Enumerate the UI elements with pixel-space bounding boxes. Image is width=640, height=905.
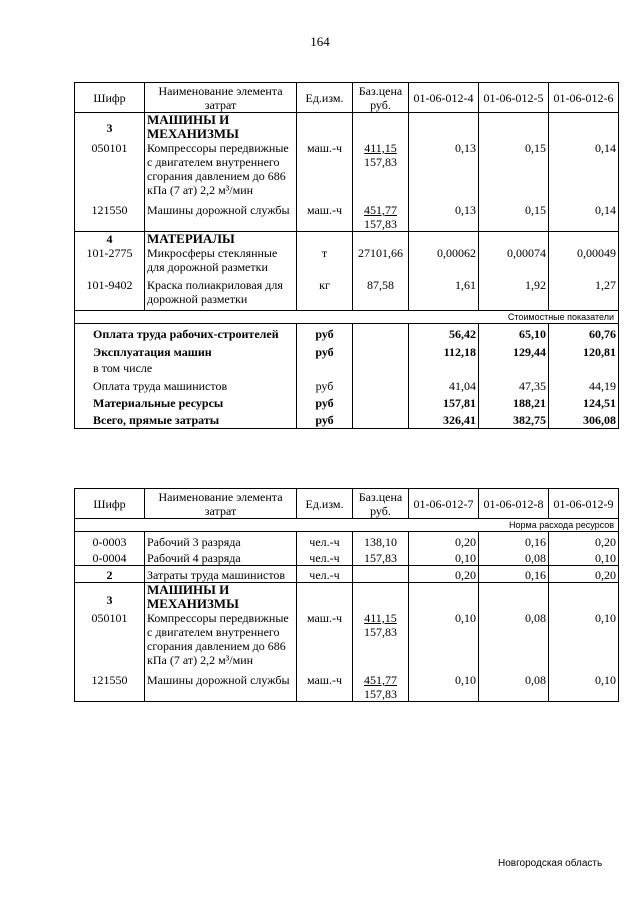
row-price: 157,83: [353, 549, 409, 566]
row-price: [353, 667, 409, 702]
section-number: 4: [75, 232, 145, 247]
price-bottom: 157,83: [364, 155, 397, 169]
price-top: 451,77: [364, 673, 397, 687]
row-code: 101-9402: [75, 274, 145, 311]
header-name: Наименование элемента затрат: [145, 489, 297, 519]
row-unit: чел.-ч: [297, 532, 353, 550]
summary-value-1: 157,81: [409, 393, 479, 410]
row-name: Компрессоры передвижные с двигателем внутреннего сгорания давлением до 686 кПа (7 ат) 2,2 м³/мин: [145, 611, 297, 667]
row-value-1: 0,20: [409, 566, 479, 583]
row-value-2: 0,08: [479, 549, 549, 566]
summary-value-1: 112,18: [409, 341, 479, 359]
row-name: Рабочий 3 разряда: [145, 532, 297, 550]
row-value-3: 0,14: [549, 197, 619, 232]
summary-value-1: 326,41: [409, 410, 479, 429]
row-unit: т: [297, 246, 353, 274]
row-value-2: 0,08: [479, 611, 549, 667]
row-value-1: 0,10: [409, 549, 479, 566]
summary-value-1: 56,42: [409, 324, 479, 342]
cost-caption: Стоимостные показатели: [75, 311, 619, 324]
row-value-2: 0,15: [479, 197, 549, 232]
row-code: 050101: [75, 141, 145, 197]
section-row: [75, 232, 619, 247]
footer-region: Новгородская область: [498, 858, 603, 869]
row-unit: кг: [297, 274, 353, 311]
header-unit: Ед.изм.: [297, 83, 353, 113]
header-code: Шифр: [75, 83, 145, 113]
row-value-3: 0,20: [549, 566, 619, 583]
row-unit: маш.-ч: [297, 611, 353, 667]
table-row: [75, 532, 619, 550]
summary-value-2: 47,35: [479, 375, 549, 393]
row-price: 138,10: [353, 532, 409, 550]
row-value-3: 0,00049: [549, 246, 619, 274]
section-title: МАШИНЫ И МЕХАНИЗМЫ: [145, 113, 297, 142]
summary-label: Всего, прямые затраты: [75, 410, 297, 429]
table-header: [75, 489, 619, 519]
row-value-1: 0,13: [409, 197, 479, 232]
row-unit: маш.-ч: [297, 141, 353, 197]
summary-value-3: 44,19: [549, 375, 619, 393]
price-top: 451,77: [364, 203, 397, 217]
row-name: Микросферы стеклянные для дорожной разметки: [145, 246, 297, 274]
summary-row: [75, 410, 619, 429]
summary-label: Оплата труда рабочих-строителей: [75, 324, 297, 342]
header-price: Баз.цена руб.: [353, 83, 409, 113]
table-row: [75, 667, 619, 702]
row-code: 0-0003: [75, 532, 145, 550]
summary-row: [75, 393, 619, 410]
summary-label: Эксплуатация машин: [75, 341, 297, 359]
section-row: [75, 566, 619, 583]
section-title: Затраты труда машинистов: [145, 566, 297, 583]
price-bottom: 157,83: [364, 625, 397, 639]
row-price: 27101,66: [353, 246, 409, 274]
header-col-3: 01-06-012-9: [549, 489, 619, 519]
row-unit: маш.-ч: [297, 667, 353, 702]
caption-row: [75, 311, 619, 324]
row-value-3: 0,10: [549, 549, 619, 566]
summary-value-3: 124,51: [549, 393, 619, 410]
row-name: Компрессоры передвижные с двигателем внутреннего сгорания давлением до 686 кПа (7 ат) 2,2 м³/мин: [145, 141, 297, 197]
summary-value-1: 41,04: [409, 375, 479, 393]
summary-unit: руб: [297, 375, 353, 393]
section-title: МАТЕРИАЛЫ: [145, 232, 297, 247]
row-code: 050101: [75, 611, 145, 667]
table-row: [75, 274, 619, 311]
summary-unit: руб: [297, 341, 353, 359]
row-unit: чел.-ч: [297, 549, 353, 566]
summary-label: в том числе: [75, 359, 297, 375]
summary-value-2: 382,75: [479, 410, 549, 429]
row-value-2: 0,16: [479, 566, 549, 583]
header-col-1: 01-06-012-7: [409, 489, 479, 519]
summary-value-3: 120,81: [549, 341, 619, 359]
summary-unit: руб: [297, 410, 353, 429]
section-row: [75, 113, 619, 142]
table-header: [75, 83, 619, 113]
table-row: [75, 611, 619, 667]
header-col-1: 01-06-012-4: [409, 83, 479, 113]
table-row: [75, 549, 619, 566]
row-code: 0-0004: [75, 549, 145, 566]
summary-row: [75, 359, 619, 375]
header-price: Баз.цена руб.: [353, 489, 409, 519]
row-value-1: 0,20: [409, 532, 479, 550]
summary-value-2: 129,44: [479, 341, 549, 359]
page-number: 164: [310, 34, 330, 49]
row-price: 87,58: [353, 274, 409, 311]
table-row: [75, 197, 619, 232]
header-unit: Ед.изм.: [297, 489, 353, 519]
row-value-1: 1,61: [409, 274, 479, 311]
row-value-3: 0,10: [549, 611, 619, 667]
section-number: 2: [75, 566, 145, 583]
row-name: Краска полиакриловая для дорожной разметки: [145, 274, 297, 311]
row-name: Машины дорожной службы: [145, 197, 297, 232]
price-top: 411,15: [364, 141, 397, 155]
row-value-2: 0,15: [479, 141, 549, 197]
section-number: 3: [75, 113, 145, 142]
summary-row: [75, 341, 619, 359]
header-code: Шифр: [75, 489, 145, 519]
section-number: 3: [75, 583, 145, 612]
summary-value-2: 188,21: [479, 393, 549, 410]
row-value-1: 0,13: [409, 141, 479, 197]
table-row: [75, 246, 619, 274]
row-name: Рабочий 4 разряда: [145, 549, 297, 566]
summary-row: [75, 375, 619, 393]
row-unit: маш.-ч: [297, 197, 353, 232]
section-row: [75, 583, 619, 612]
row-value-2: 0,16: [479, 532, 549, 550]
row-unit: чел.-ч: [297, 566, 353, 583]
row-value-1: 0,10: [409, 611, 479, 667]
header-col-3: 01-06-012-6: [549, 83, 619, 113]
price-top: 411,15: [364, 611, 397, 625]
header-name: Наименование элемента затрат: [145, 83, 297, 113]
row-value-2: 0,08: [479, 667, 549, 702]
table-row: [75, 141, 619, 197]
estimate-table-1: [74, 82, 619, 429]
estimate-table-2: [74, 488, 619, 702]
summary-row: [75, 324, 619, 342]
summary-value-3: 306,08: [549, 410, 619, 429]
row-name: Машины дорожной службы: [145, 667, 297, 702]
row-value-1: 0,10: [409, 667, 479, 702]
row-value-1: 0,00062: [409, 246, 479, 274]
summary-unit: руб: [297, 393, 353, 410]
section-title: МАШИНЫ И МЕХАНИЗМЫ: [145, 583, 297, 612]
row-code: 101-2775: [75, 246, 145, 274]
summary-label: Оплата труда машинистов: [75, 375, 297, 393]
row-value-3: 0,10: [549, 667, 619, 702]
summary-unit: руб: [297, 324, 353, 342]
row-price: [353, 141, 409, 197]
row-code: 121550: [75, 667, 145, 702]
caption-row: [75, 519, 619, 532]
summary-label: Материальные ресурсы: [75, 393, 297, 410]
row-value-2: 0,00074: [479, 246, 549, 274]
price-bottom: 157,83: [364, 217, 397, 231]
row-value-2: 1,92: [479, 274, 549, 311]
row-value-3: 0,14: [549, 141, 619, 197]
row-value-3: 1,27: [549, 274, 619, 311]
summary-value-2: 65,10: [479, 324, 549, 342]
summary-value-3: 60,76: [549, 324, 619, 342]
header-col-2: 01-06-012-8: [479, 489, 549, 519]
row-value-3: 0,20: [549, 532, 619, 550]
row-price: [353, 197, 409, 232]
norm-caption: Норма расхода ресурсов: [75, 519, 619, 532]
row-code: 121550: [75, 197, 145, 232]
price-bottom: 157,83: [364, 687, 397, 701]
row-price: [353, 611, 409, 667]
header-col-2: 01-06-012-5: [479, 83, 549, 113]
